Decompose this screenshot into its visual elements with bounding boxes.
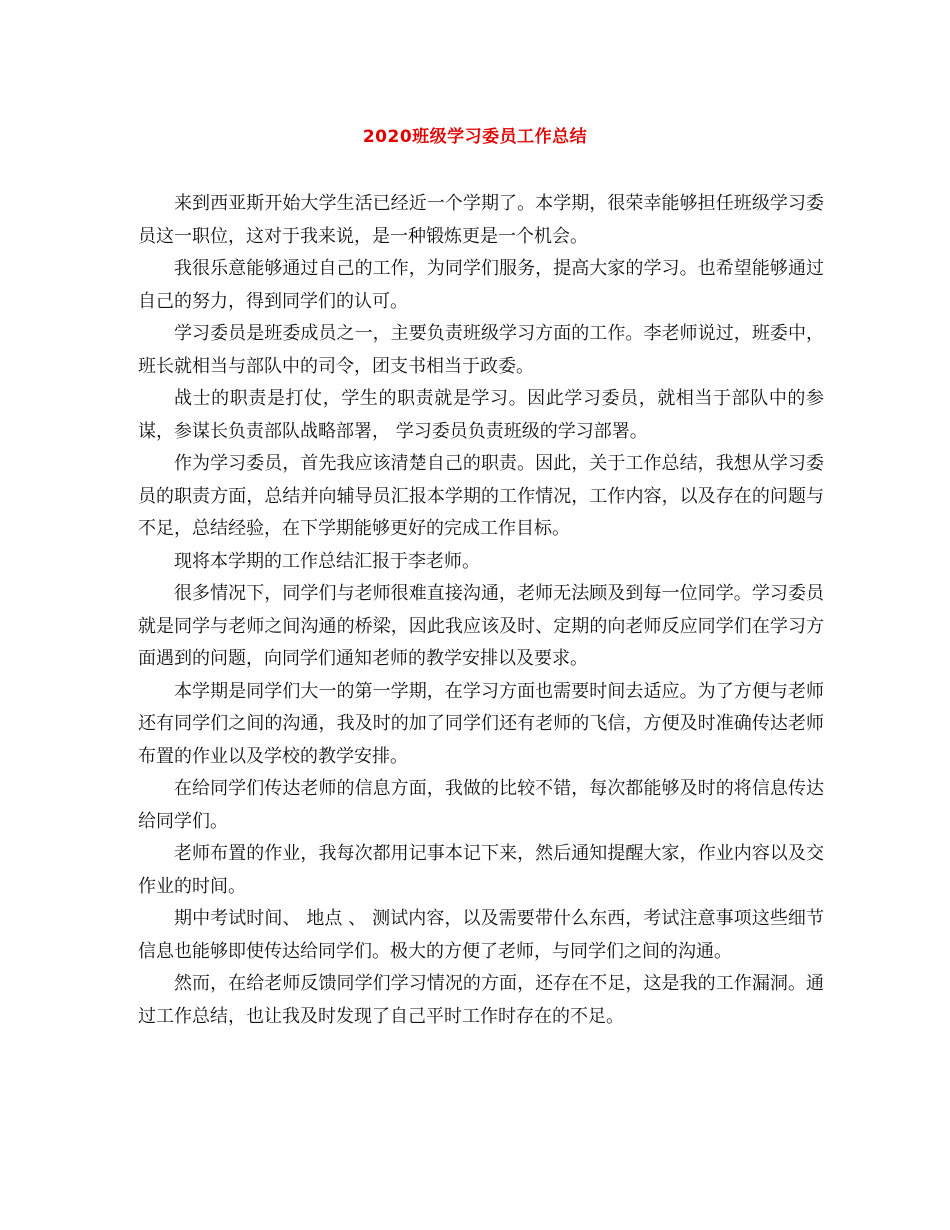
paragraph: 在给同学们传达老师的信息方面，我做的比较不错，每次都能够及时的将信息传达给同学们。 [138, 778, 824, 832]
paragraph: 战士的职责是打仗，学生的职责就是学习。因此学习委员，就相当于部队中的参谋，参谋长负责部队战略部署， 学习委员负责班级的学习部署。 [138, 388, 824, 442]
document-body [138, 188, 824, 1033]
paragraph: 作为学习委员，首先我应该清楚自己的职责。因此，关于工作总结，我想从学习委员的职责方面，总结并向辅导员汇报本学期的工作情况，工作内容，以及存在的问题与不足，总结经验，在下学期能够更好的完成工作目标。 [138, 453, 824, 539]
paragraph: 期中考试时间、 地点 、 测试内容，以及需要带什么东西，考试注意事项这些细节信息也能够即使传达给同学们。极大的方便了老师，与同学们之间的沟通。 [138, 908, 824, 962]
paragraph: 我很乐意能够通过自己的工作，为同学们服务，提高大家的学习。也希望能够通过自己的努力，得到同学们的认可。 [138, 258, 824, 312]
paragraph: 学习委员是班委成员之一，主要负责班级学习方面的工作。李老师说过，班委中，班长就相当与部队中的司令，团支书相当于政委。 [138, 323, 824, 377]
document-title: 2020班级学习委员工作总结 [362, 127, 588, 147]
paragraph: 然而，在给老师反馈同学们学习情况的方面，还存在不足，这是我的工作漏洞。通过工作总结，也让我及时发现了自己平时工作时存在的不足。 [138, 973, 824, 1027]
paragraph: 现将本学期的工作总结汇报于李老师。 [174, 550, 480, 572]
paragraph: 很多情况下，同学们与老师很难直接沟通，老师无法顾及到每一位同学。学习委员就是同学与老师之间沟通的桥梁，因此我应该及时、定期的向老师反应同学们在学习方面遇到的问题，向同学们通知老师的教学安排以及要求。 [138, 583, 824, 669]
paragraph: 老师布置的作业，我每次都用记事本记下来，然后通知提醒大家，作业内容以及交作业的时间。 [138, 843, 824, 897]
paragraph: 本学期是同学们大一的第一学期，在学习方面也需要时间去适应。为了方便与老师还有同学们之间的沟通，我及时的加了同学们还有老师的飞信，方便及时准确传达老师布置的作业以及学校的教学安排。 [138, 680, 824, 767]
paragraph: 来到西亚斯开始大学生活已经近一个学期了。本学期，很荣幸能够担任班级学习委员这一职位，这对于我来说，是一种锻炼更是一个机会。 [138, 193, 824, 247]
